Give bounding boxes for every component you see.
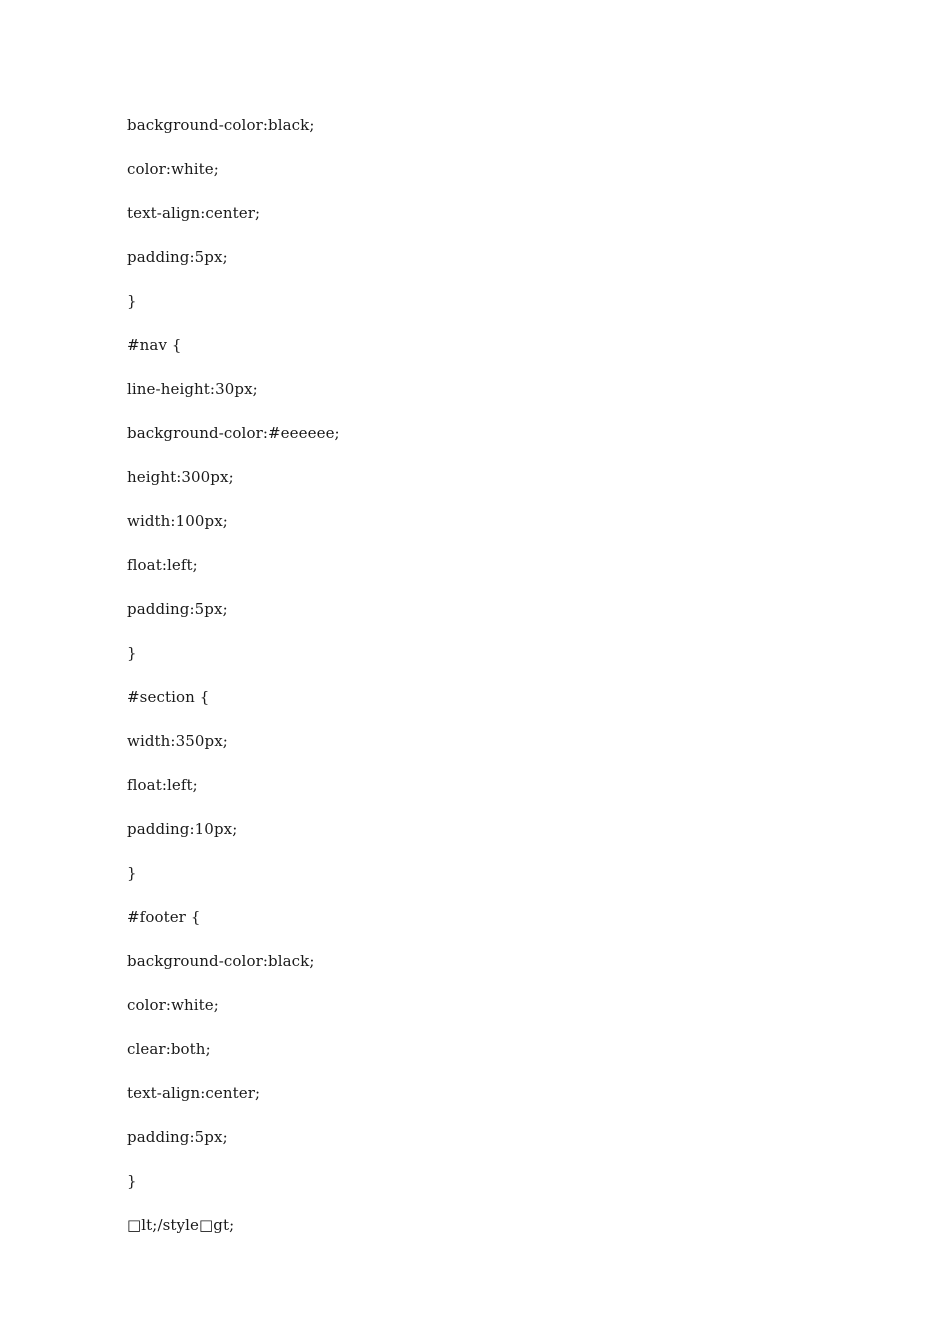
code-line: float:left;	[127, 776, 198, 794]
code-line: }	[127, 292, 137, 310]
code-line: }	[127, 1172, 137, 1190]
code-line: #section {	[127, 688, 210, 706]
code-line: clear:both;	[127, 1040, 211, 1058]
code-line: background-color:#eeeeee;	[127, 424, 340, 442]
code-line: padding:10px;	[127, 820, 238, 838]
code-line: width:350px;	[127, 732, 228, 750]
code-line: □lt;/style□gt;	[127, 1216, 235, 1234]
code-line: padding:5px;	[127, 248, 228, 266]
code-line: float:left;	[127, 556, 198, 574]
code-line: padding:5px;	[127, 600, 228, 618]
css-code-listing	[127, 114, 340, 1258]
code-line: #footer {	[127, 908, 201, 926]
code-line: color:white;	[127, 160, 219, 178]
code-line: }	[127, 644, 137, 662]
code-line: background-color:black;	[127, 952, 315, 970]
code-line: background-color:black;	[127, 116, 315, 134]
code-line: color:white;	[127, 996, 219, 1014]
code-line: padding:5px;	[127, 1128, 228, 1146]
code-line: text-align:center;	[127, 204, 261, 222]
code-line: height:300px;	[127, 468, 234, 486]
code-line: line-height:30px;	[127, 380, 258, 398]
code-line: #nav {	[127, 336, 182, 354]
code-line: width:100px;	[127, 512, 228, 530]
code-line: }	[127, 864, 137, 882]
code-line: text-align:center;	[127, 1084, 261, 1102]
